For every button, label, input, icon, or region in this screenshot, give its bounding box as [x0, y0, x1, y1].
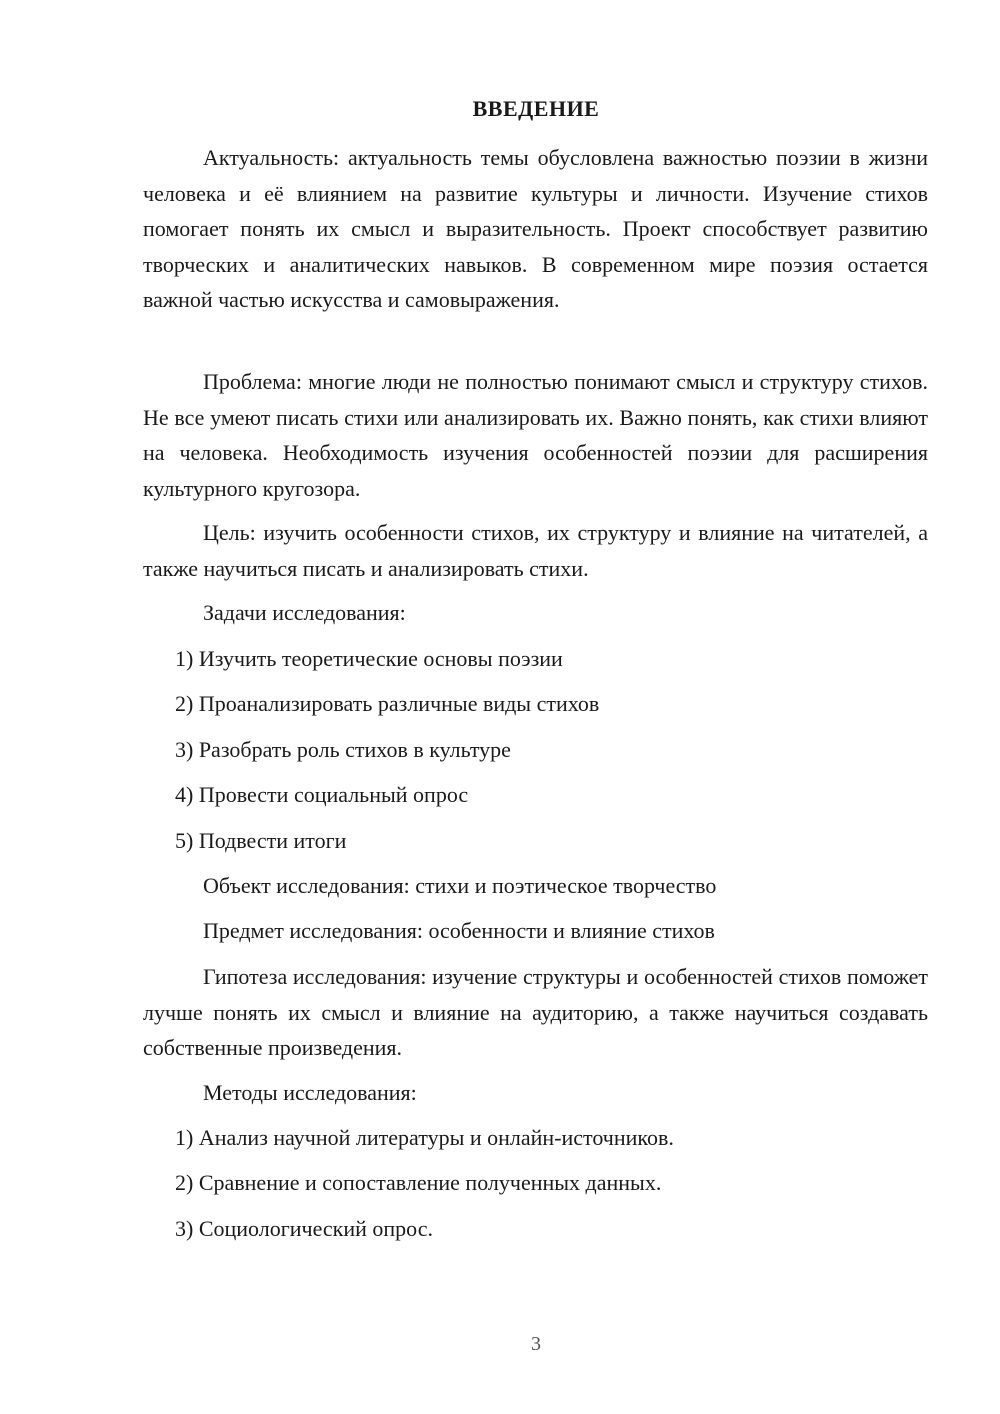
- task-item-1: 1) Изучить теоретические основы поэзии: [175, 646, 563, 671]
- tasks-heading: Задачи исследования:: [203, 600, 406, 625]
- task-item-3: 3) Разобрать роль стихов в культуре: [175, 737, 511, 762]
- method-item-3: 3) Социологический опрос.: [175, 1216, 433, 1241]
- task-item-2: 2) Проанализировать различные виды стихов: [175, 691, 600, 716]
- goal-paragraph: [143, 515, 928, 586]
- method-item-1: 1) Анализ научной литературы и онлайн-источников.: [175, 1125, 674, 1150]
- hypothesis-text: Гипотеза исследования: изучение структуры и особенностей стихов поможет лучше понять их смысл и влияние на аудиторию, а также научиться создавать собственные произведения.: [143, 964, 928, 1060]
- subject-line: Предмет исследования: особенности и влияние стихов: [203, 918, 715, 943]
- problem-text: Проблема: многие люди не полностью понимают смысл и структуру стихов. Не все умеют писать стихи или анализировать их. Важно понять, как стихи влияют на человека. Необходимость изучения особенностей поэзии для расширения культурного кругозора.: [143, 369, 928, 501]
- relevance-paragraph: [143, 140, 928, 318]
- relevance-text: Актуальность: актуальность темы обусловлена важностью поэзии в жизни человека и её влиянием на развитие культуры и личности. Изучение стихов помогает понять их смысл и выразительность. Проект способствует развитию творческих и аналитических навыков. В современном мире поэзия остается важной частью искусства и самовыражения.: [143, 145, 928, 312]
- object-line: Объект исследования: стихи и поэтическое творчество: [203, 873, 717, 898]
- task-item-5: 5) Подвести итоги: [175, 828, 347, 853]
- hypothesis-paragraph: [143, 959, 928, 1066]
- page-number: 3: [531, 1333, 541, 1355]
- methods-heading: Методы исследования:: [203, 1080, 417, 1105]
- problem-paragraph: [143, 364, 928, 506]
- page-title: ВВЕДЕНИЕ: [472, 96, 600, 121]
- task-item-4: 4) Провести социальный опрос: [175, 782, 469, 807]
- goal-text: Цель: изучить особенности стихов, их структуру и влияние на читателей, а также научиться писать и анализировать стихи.: [143, 520, 928, 581]
- method-item-2: 2) Сравнение и сопоставление полученных данных.: [175, 1170, 662, 1195]
